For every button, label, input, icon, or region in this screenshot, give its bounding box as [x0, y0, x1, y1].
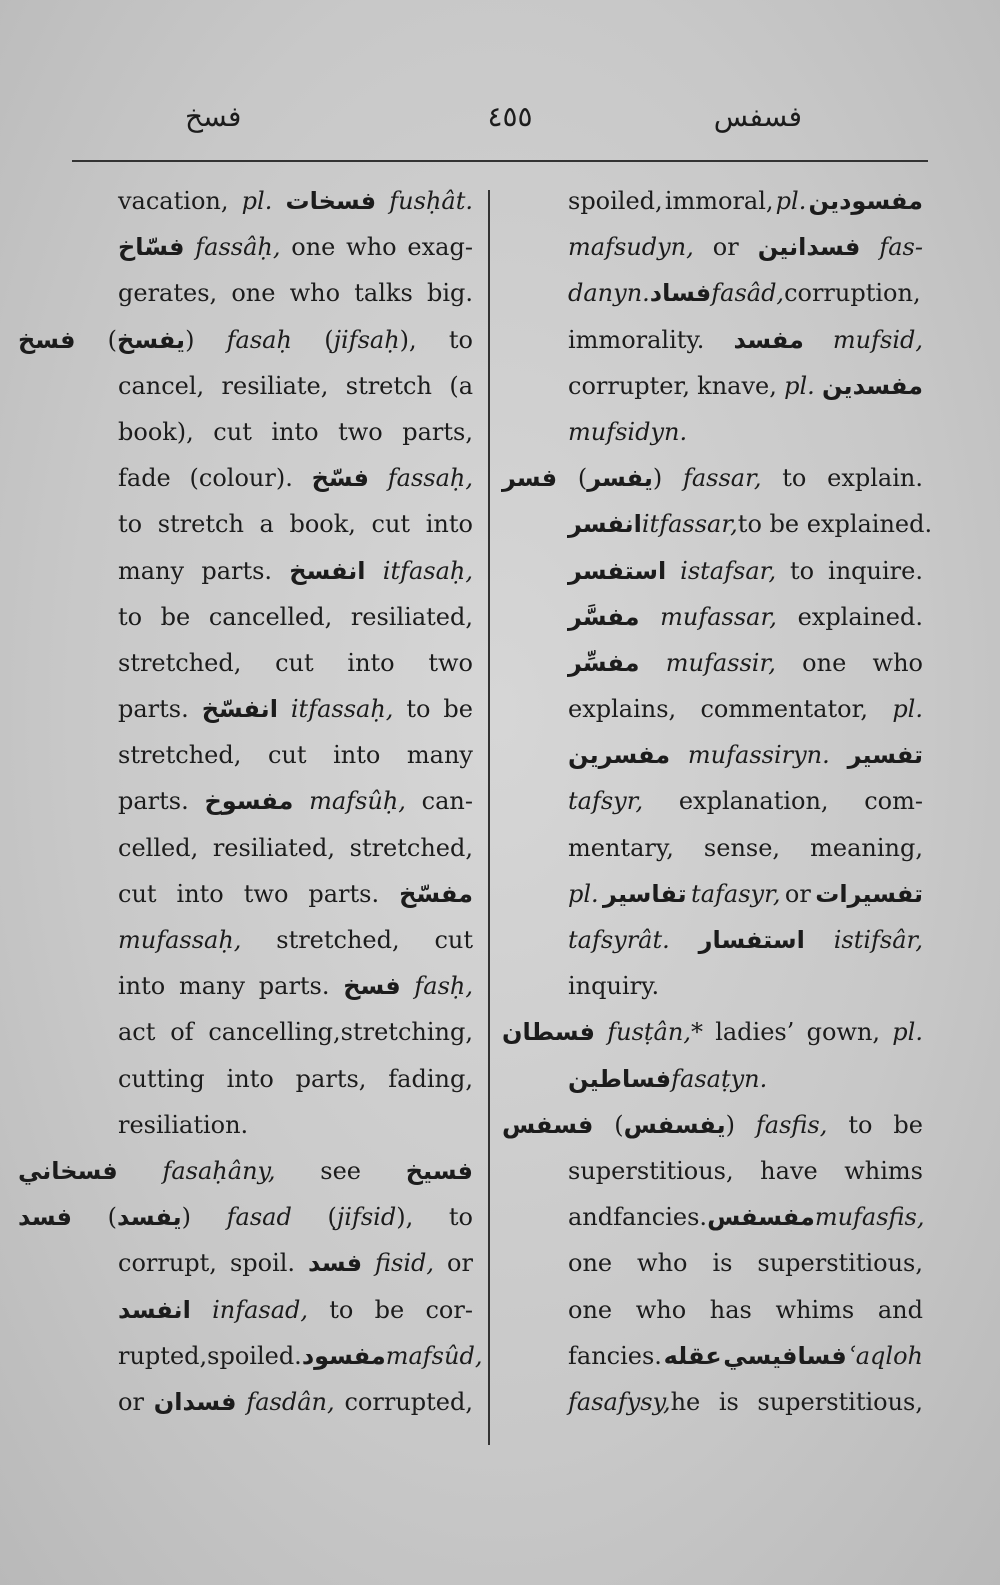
word: or: [784, 879, 811, 908]
word: انفسد: [118, 1295, 191, 1324]
word: انفسرitfassar,to be explained.: [568, 510, 933, 539]
text-line: [568, 640, 923, 686]
word: mufassir,: [665, 648, 776, 677]
word: one: [568, 1249, 613, 1278]
word: pl.: [892, 695, 923, 724]
word: stretched,: [276, 926, 400, 954]
text-line: [118, 1102, 473, 1148]
word: who: [289, 279, 341, 308]
word: sense,: [703, 833, 781, 862]
header-right-word: فسفس: [713, 100, 802, 133]
text-line: [568, 1194, 923, 1240]
word: parts,: [295, 1064, 367, 1093]
word: mufsid,: [832, 325, 923, 354]
word: exag-: [407, 233, 473, 262]
word: two: [428, 648, 473, 677]
word: cut: [267, 741, 307, 770]
text-line: [118, 732, 473, 778]
text-line: [118, 871, 473, 917]
word: into: [271, 417, 319, 446]
word: تفاسير: [603, 879, 687, 908]
word: resiliation.: [118, 1110, 249, 1139]
word: انفسّخ: [201, 695, 278, 724]
word: فسيخ: [405, 1156, 473, 1185]
word: fancies.: [568, 1341, 662, 1370]
word: many: [406, 741, 473, 770]
text-line: [18, 317, 473, 363]
word: parts.: [118, 695, 189, 724]
word: many: [118, 556, 185, 585]
word: resiliated,: [350, 602, 473, 631]
word: stretch: [157, 510, 244, 539]
word: immorality.: [568, 325, 705, 354]
text-line: [18, 1194, 473, 1240]
text-line: [568, 363, 923, 409]
page-number: ٤٥٥: [487, 100, 533, 133]
word: danyn.فسادfasâd,corruption,: [568, 279, 921, 308]
word: corrupted,: [344, 1387, 473, 1416]
word: stretched,: [349, 833, 473, 862]
word: fade: [118, 464, 171, 493]
text-line: [118, 640, 473, 686]
word: parts,: [402, 417, 473, 446]
word: فسّاخ: [118, 233, 185, 262]
word: gown,: [806, 1018, 881, 1047]
right-column: [502, 178, 933, 1425]
word: فسافيسي: [723, 1341, 847, 1370]
word: cut: [213, 417, 252, 446]
word: parts.: [258, 972, 330, 1001]
word: pl.: [568, 879, 599, 908]
word: مفسرين: [568, 741, 671, 770]
text-line: [568, 1287, 923, 1333]
word: (يفسر): [577, 464, 663, 493]
word: com-: [864, 787, 923, 816]
word: parts.: [308, 879, 380, 908]
word: talks: [354, 279, 413, 308]
word: cor-: [425, 1295, 473, 1324]
word: pl.: [784, 371, 815, 400]
word: into: [118, 972, 166, 1001]
word: fusḥât.: [389, 187, 473, 215]
word: or: [447, 1249, 473, 1278]
text-line: [118, 178, 473, 224]
word: عقله: [663, 1341, 722, 1370]
word: itfassaḥ,: [290, 695, 394, 724]
word: مفسد: [733, 325, 804, 354]
word: cut: [118, 879, 157, 908]
word: be: [893, 1110, 923, 1139]
word: fusṭân,*: [607, 1018, 703, 1047]
word: فسدان: [153, 1387, 237, 1416]
word: infasad,: [212, 1295, 309, 1324]
word: mafsudyn,: [568, 233, 694, 262]
word: fassaḥ,: [387, 464, 473, 493]
word: stretch: [345, 371, 432, 400]
word: whims: [844, 1156, 923, 1185]
word: fasafysy,he: [568, 1387, 701, 1416]
word: to: [118, 602, 143, 631]
word: corrupter,: [568, 371, 690, 400]
text-line: [568, 1333, 923, 1379]
text-line: [568, 778, 923, 824]
text-line: [118, 1240, 473, 1286]
word: فسّخ: [311, 464, 370, 493]
word: big.: [426, 279, 473, 308]
word: corrupt,: [118, 1249, 217, 1278]
text-line: [568, 270, 923, 316]
word: mafsûḥ,: [309, 787, 406, 816]
word: مفسَّر: [568, 602, 640, 631]
word: a: [259, 510, 274, 539]
word: فسخاني: [18, 1156, 118, 1185]
text-line: [568, 178, 923, 224]
text-line: [502, 1102, 923, 1148]
text-line: [118, 1379, 473, 1425]
word: istafsar,: [680, 556, 777, 585]
word: many: [178, 972, 246, 1001]
text-line: [568, 1240, 923, 1286]
word: into: [226, 1064, 274, 1093]
word: or: [118, 1387, 144, 1416]
word: استفسار: [698, 926, 805, 954]
word: pl.: [241, 187, 273, 215]
word: and: [568, 1203, 614, 1232]
word: (jifsaḥ),: [324, 325, 417, 354]
text-line: [568, 501, 933, 547]
page-header: [70, 100, 930, 150]
word: book,: [289, 510, 356, 539]
text-line: [118, 917, 473, 963]
text-line: [568, 317, 923, 363]
word: فسدانين: [757, 233, 861, 262]
word: and: [877, 1295, 923, 1324]
word: fasaḥ: [226, 325, 292, 354]
word: cancelled,: [208, 602, 333, 631]
column-divider: [488, 190, 490, 1445]
word: commentator,: [700, 695, 869, 724]
word: mufassar,: [660, 602, 777, 631]
word: one: [802, 648, 847, 677]
word: فسخ: [18, 325, 76, 354]
word: is: [718, 1387, 739, 1416]
word: (يفسد): [107, 1203, 191, 1232]
word: parts.: [118, 787, 189, 816]
text-line: [568, 825, 923, 871]
word: to: [329, 1295, 354, 1324]
word: gerates,: [118, 279, 218, 308]
word: مفسِّر: [568, 648, 640, 677]
word: explain.: [827, 464, 923, 493]
word: one: [231, 279, 276, 308]
word: is: [712, 1249, 733, 1278]
text-line: [568, 963, 923, 1009]
word: whims: [775, 1295, 855, 1324]
text-line: [118, 778, 473, 824]
word: who: [635, 1295, 687, 1324]
text-line: [118, 594, 473, 640]
word: superstitious,: [757, 1387, 923, 1416]
text-line: [118, 501, 473, 547]
word: celled,: [118, 833, 199, 862]
word: inquire.: [828, 556, 923, 585]
word: cut: [434, 926, 473, 954]
text-line: [118, 1287, 473, 1333]
word: cutting: [118, 1064, 205, 1093]
word: book),: [118, 417, 194, 446]
word: rupted,spoiled.مفسودmafsûd,: [118, 1341, 483, 1370]
word: be: [443, 695, 473, 724]
word: fasad: [226, 1203, 292, 1232]
text-line: [118, 825, 473, 871]
word: be: [374, 1295, 405, 1324]
word: see: [320, 1156, 361, 1185]
word: have: [760, 1156, 818, 1185]
word: fading,: [388, 1064, 473, 1093]
word: parts.: [201, 556, 273, 585]
word: two: [243, 879, 289, 908]
text-line: [568, 917, 923, 963]
word: two: [338, 417, 383, 446]
word: into: [176, 879, 224, 908]
word: stretched,: [118, 648, 242, 677]
text-line: [502, 1009, 923, 1055]
word: تفسير: [847, 741, 923, 770]
word: fasḥ,: [414, 972, 473, 1001]
text-line: [502, 455, 923, 501]
word: cancel,: [118, 371, 205, 400]
text-line: [568, 1056, 923, 1102]
text-line: [568, 594, 923, 640]
text-line: [118, 963, 473, 1009]
word: or: [712, 233, 739, 262]
word: fasaḥâny,: [162, 1156, 276, 1185]
word: superstitious,: [757, 1249, 923, 1278]
header-rule: [72, 160, 928, 162]
word: مفسودين: [808, 187, 923, 215]
word: one: [568, 1295, 613, 1324]
word: who: [346, 233, 397, 262]
word: فسطان: [502, 1018, 596, 1047]
left-column: [18, 178, 483, 1425]
word: fasaṭyn.: [671, 1064, 768, 1093]
word: (يفسخ): [107, 325, 195, 354]
word: mufsidyn.: [568, 417, 688, 446]
word: istifsâr,: [833, 926, 923, 954]
text-line: [568, 871, 923, 917]
text-line: [118, 224, 473, 270]
word: مفسوخ: [204, 787, 294, 816]
text-line: [568, 409, 923, 455]
word: تفسيرات: [815, 879, 923, 908]
word: fassâḥ,: [195, 233, 281, 262]
word: tafasyr,: [691, 879, 781, 908]
word: immoral,: [664, 187, 774, 215]
word: ʿaqloh: [848, 1341, 923, 1370]
word: فسخ: [343, 972, 401, 1001]
word: into: [425, 510, 473, 539]
word: to: [848, 1110, 873, 1139]
text-line: [118, 363, 473, 409]
word: of: [170, 1018, 194, 1047]
word: to: [118, 510, 143, 539]
word: فسد: [18, 1203, 72, 1232]
word: استفسر: [568, 556, 667, 585]
word: fassar,: [682, 464, 762, 493]
word: resiliate,: [221, 371, 329, 400]
word: مفسدين: [821, 371, 923, 400]
word: فسخات: [285, 187, 377, 215]
word: انفسخ: [289, 556, 366, 585]
word: can-: [421, 787, 473, 816]
word: inquiry.: [568, 972, 660, 1001]
word: (a: [449, 371, 473, 400]
word: (jifsid),: [327, 1203, 414, 1232]
word: mufassiryn.: [687, 741, 830, 770]
word: knave,: [697, 371, 777, 400]
text-line: [568, 1148, 923, 1194]
word: be: [160, 602, 191, 631]
text-line: [118, 1009, 473, 1055]
word: mentary,: [568, 833, 674, 862]
word: to: [406, 695, 431, 724]
word: مفسّخ: [399, 879, 473, 908]
word: explained.: [797, 602, 923, 631]
word: itfasaḥ,: [382, 556, 473, 585]
word: mufassaḥ,: [118, 926, 242, 954]
text-line: [568, 224, 923, 270]
word: meaning,: [810, 833, 923, 862]
word: (colour).: [189, 464, 293, 493]
text-line: [568, 686, 923, 732]
word: stretched,: [118, 741, 242, 770]
word: ladies’: [715, 1018, 795, 1047]
word: into: [333, 741, 381, 770]
text-line: [118, 686, 473, 732]
word: فسر: [502, 464, 558, 493]
word: فسفس: [502, 1110, 594, 1139]
word: fisid,: [375, 1249, 435, 1278]
text-line: [568, 548, 923, 594]
text-line: [118, 1056, 473, 1102]
word: tafsyr,: [568, 787, 644, 816]
word: fas-: [879, 233, 923, 262]
word: has: [709, 1295, 752, 1324]
word: fancies.: [613, 1203, 708, 1232]
word: cut: [275, 648, 314, 677]
word: pl.: [892, 1018, 923, 1047]
word: resiliated,: [212, 833, 335, 862]
word: superstitious,: [568, 1156, 734, 1185]
word: مفسفس: [707, 1203, 815, 1232]
text-line: [18, 1148, 473, 1194]
word: فسد: [308, 1249, 363, 1278]
header-left-word: فسخ: [185, 100, 242, 133]
word: to: [790, 556, 815, 585]
word: to: [782, 464, 807, 493]
word: mufasfis,: [814, 1203, 925, 1232]
word: فساطين: [568, 1064, 672, 1093]
text-line: [118, 1333, 483, 1379]
word: act: [118, 1018, 156, 1047]
text-line: [118, 270, 473, 316]
text-line: [118, 409, 473, 455]
word: cut: [371, 510, 411, 539]
word: to: [448, 1203, 473, 1232]
word: explanation,: [678, 787, 829, 816]
word: cancelling,stretching,: [208, 1018, 473, 1047]
word: pl.: [775, 187, 807, 215]
text-line: [118, 455, 473, 501]
word: spoiled,: [568, 187, 663, 215]
word: fasfis,: [755, 1110, 828, 1139]
word: fasdân,: [246, 1387, 335, 1416]
word: to: [448, 325, 473, 354]
word: spoil.: [229, 1249, 296, 1278]
word: one: [291, 233, 336, 262]
word: (يفسفس): [614, 1110, 735, 1139]
word: vacation,: [118, 187, 229, 215]
word: who: [872, 648, 923, 677]
word: explains,: [568, 695, 677, 724]
word: into: [347, 648, 395, 677]
text-line: [568, 1379, 923, 1425]
word: who: [637, 1249, 688, 1278]
word: tafsyrât.: [568, 926, 670, 954]
text-line: [118, 548, 473, 594]
text-line: [568, 732, 923, 778]
